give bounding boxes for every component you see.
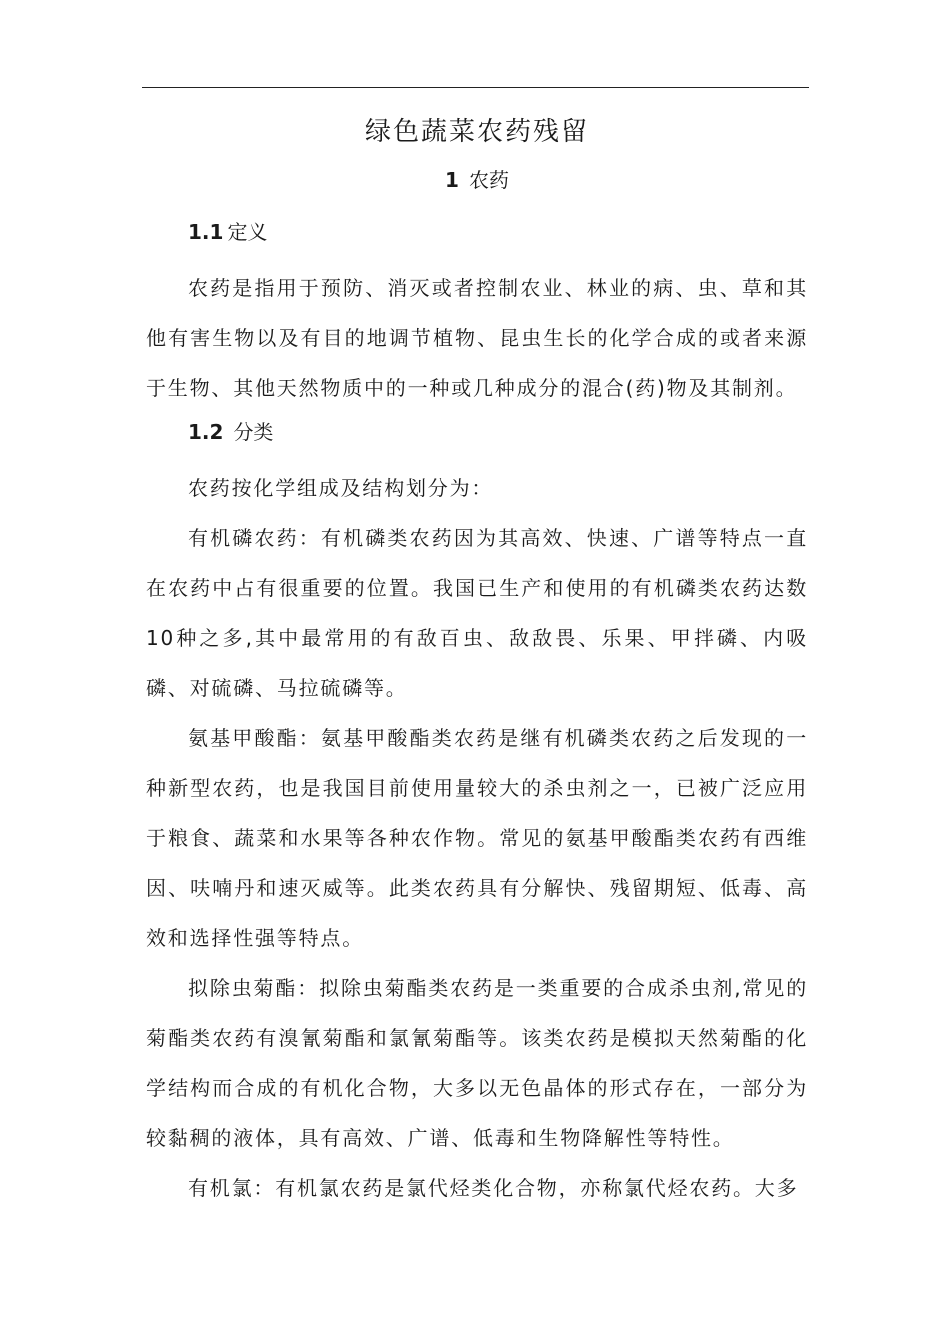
document-title: 绿色蔬菜农药残留 — [364, 117, 589, 147]
subsection-number: 1.1 — [188, 220, 224, 244]
paragraph-organophosphorus: 有机磷农药：有机磷类农药因为其高效、快速、广谱等特点一直在农药中占有很重要的位置。我国已生产和使用的有机磷类农药达数10种之多,其中最常用的有敌百虫、敌敌畏、乐果、甲拌磷、内吸磷、对硫磷、马拉硫磷等。 — [146, 526, 808, 700]
section-title: 农药 — [468, 168, 509, 192]
subsection-heading-1-2 — [146, 413, 808, 451]
subsection-number: 1.2 — [188, 420, 224, 444]
section-heading-1 — [146, 161, 808, 199]
paragraph-organochlorine: 有机氯：有机氯农药是氯代烃类化合物，亦称氯代烃农药。大多 — [188, 1176, 799, 1200]
subsection-title: 分类 — [233, 420, 274, 444]
header-rule — [142, 87, 809, 88]
subsection-heading-1-1 — [146, 213, 808, 251]
paragraph-pyrethroid: 拟除虫菊酯：拟除虫菊酯类农药是一类重要的合成杀虫剂,常见的菊酯类农药有溴氰菊酯和氯氰菊酯等。该类农药是模拟天然菊酯的化学结构而合成的有机化合物，大多以无色晶体的形式存在，一部分为较黏稠的液体，具有高效、广谱、低毒和生物降解性等特性。 — [146, 976, 808, 1150]
definition-paragraph: 农药是指用于预防、消灭或者控制农业、林业的病、虫、草和其他有害生物以及有目的地调节植物、昆虫生长的化学合成的或者来源于生物、其他天然物质中的一种或几种成分的混合(药)物及其制剂。 — [146, 276, 808, 400]
paragraph-carbamate: 氨基甲酸酯：氨基甲酸酯类农药是继有机磷类农药之后发现的一种新型农药，也是我国目前使用量较大的杀虫剂之一，已被广泛应用于粮食、蔬菜和水果等各种农作物。常见的氨基甲酸酯类农药有西维因、呋喃丹和速灭威等。此类农药具有分解快、残留期短、低毒、高效和选择性强等特点。 — [146, 726, 808, 950]
section-number: 1 — [445, 168, 459, 192]
subsection-title: 定义 — [227, 220, 268, 244]
document-body — [146, 108, 808, 1213]
classification-intro: 农药按化学组成及结构划分为： — [188, 476, 494, 500]
